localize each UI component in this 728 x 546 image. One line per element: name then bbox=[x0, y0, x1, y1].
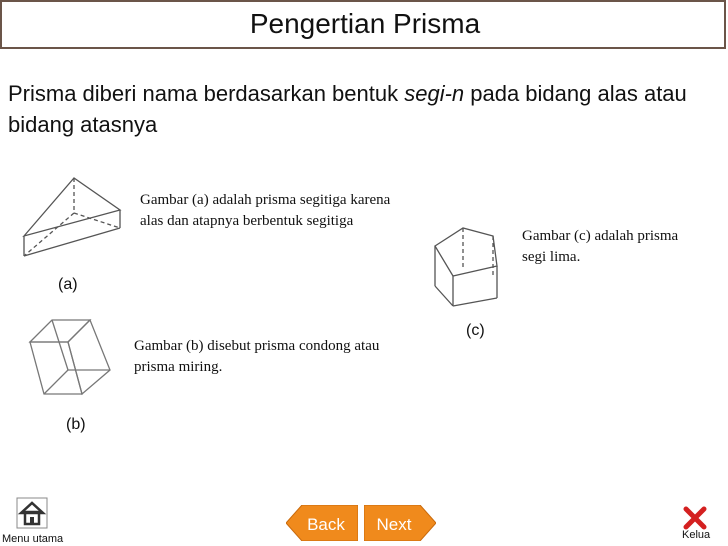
page-title: Pengertian Prisma bbox=[249, 8, 481, 39]
intro-text-emphasis: segi-n bbox=[404, 81, 465, 106]
figure-c-image bbox=[425, 218, 507, 313]
intro-text bbox=[8, 78, 708, 140]
figure-a-caption: (a) bbox=[58, 276, 78, 293]
exit-label: Kelua bbox=[682, 529, 711, 541]
back-button[interactable] bbox=[286, 505, 358, 541]
home-label: Menu utama bbox=[2, 533, 64, 545]
home-button[interactable] bbox=[16, 497, 48, 529]
next-label: Next bbox=[376, 515, 412, 534]
back-label: Back bbox=[307, 515, 345, 534]
figure-b-caption: (b) bbox=[66, 416, 86, 433]
close-icon bbox=[682, 505, 708, 531]
figure-b-image bbox=[24, 312, 120, 404]
intro-text-end: pada bidang alas atau bidang atasnya bbox=[8, 81, 687, 137]
intro-text-start: Prisma diberi nama berdasarkan bentuk bbox=[8, 81, 405, 106]
figure-c-caption: (c) bbox=[466, 322, 485, 339]
figure-a-image bbox=[12, 168, 127, 263]
title-bar bbox=[0, 0, 726, 49]
home-icon bbox=[16, 497, 48, 529]
exit-button[interactable] bbox=[682, 505, 708, 531]
next-button[interactable] bbox=[364, 505, 436, 541]
figure-c-description: Gambar (c) adalah prisma segi lima. bbox=[522, 228, 679, 265]
figure-a-description: Gambar (a) adalah prisma segitiga karena alas dan atapnya berbentuk segitiga bbox=[140, 192, 391, 229]
figure-b-description: Gambar (b) disebut prisma condong atau prisma miring. bbox=[134, 338, 380, 375]
